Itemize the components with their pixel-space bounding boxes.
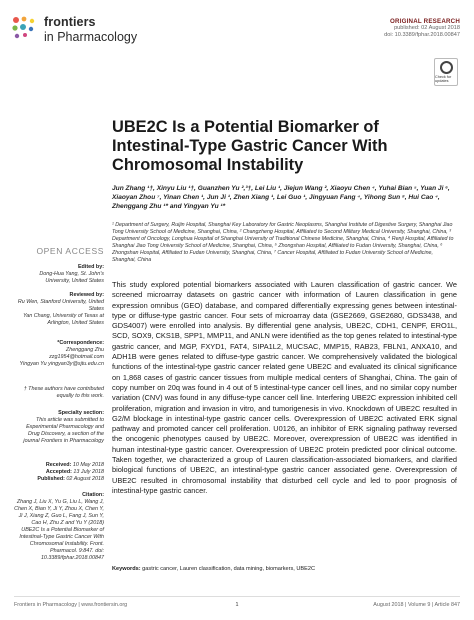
citation-block xyxy=(14,492,104,562)
published-date-side: 02 August 2018 xyxy=(66,476,104,482)
edited-by-block xyxy=(14,264,104,285)
accepted-label: Accepted: xyxy=(45,469,72,475)
logo-journal-name: in Pharmacology xyxy=(44,30,138,44)
affiliations: ¹ Department of Surgery, Ruijin Hospital, Shanghai Key Laboratory for Gastric Neoplasms, Shanghai Institute of Digestive Surgery, Shanghai Jiao Tong University School of Medicine, Shanghai, China, ² Changzheng Hospital, Affiliated to Second Military Medical University, Shanghai, China, ³ Department of Oncology, Longhua Hospital of Shanghai University of Traditional Chinese Medicine, Shanghai, China, ⁴ Renji Hospital, Affiliated to Shanghai Jiao Tong University School of Medicine, Shanghai, China, ⁵ Zhongshan Hospital, Affiliated to Fudan University, Shanghai, China, ⁶ Zhongshan Hospital, Affiliated to Fudan University, Shanghai, China, ⁷ Cancer Hospital, Affiliated to Fudan University School of Medicine, Shanghai, China xyxy=(112,222,454,263)
open-access-label: OPEN ACCESS xyxy=(36,246,104,256)
citation-text: Zhang J, Liu X, Yu G, Liu L, Wang J, Chen X, Bian Y, Ji Y, Zhou X, Chen Y, Ji J, Xiang Z, Guo L, Fang J, Sun Y, Cao H, Zhu Z and Yu Y (2018) UBE2C Is a Potential Biomarker of Intestinal-Type Gastric Cancer With Chromosomal Instability. Front. Pharmacol. 9:847. doi: 10.3389/fphar.2018.00847 xyxy=(14,499,104,561)
edited-by-heading: Edited by: xyxy=(77,264,104,270)
keywords-label: Keywords: xyxy=(112,566,141,572)
dates-block xyxy=(14,462,104,483)
equal-contribution-note: † These authors have contributed equally to this work. xyxy=(23,386,104,399)
specialty-block xyxy=(14,410,104,445)
reviewed-by-heading: Reviewed by: xyxy=(69,292,104,298)
keywords-values: gastric cancer, Lauren classification, data mining, biomarkers, UBE2C xyxy=(142,566,316,572)
footer-journal[interactable]: Frontiers in Pharmacology | www.frontiersin.org xyxy=(14,602,128,608)
updates-label: Check for updates xyxy=(435,75,452,83)
doi-link[interactable]: doi: 10.3389/fphar.2018.00847 xyxy=(384,32,460,38)
correspondence-heading: *Correspondence: xyxy=(57,340,104,346)
specialty-text: This article was submitted to Experimental Pharmacology and Drug Discovery, a section of the journal Frontiers in Pharmacology xyxy=(23,417,104,444)
editor: Dong-Hua Yang, St. John's University, United States xyxy=(39,271,104,284)
frontiers-logo-icon xyxy=(10,14,40,42)
received-label: Received: xyxy=(45,462,72,468)
specialty-heading: Specialty section: xyxy=(58,410,104,416)
correspondence-block xyxy=(14,340,104,368)
published-date: published: 02 August 2018 xyxy=(394,25,460,31)
logo-wordmark: frontiers xyxy=(44,15,96,29)
article-meta xyxy=(260,18,460,39)
check-for-updates-button[interactable] xyxy=(434,58,458,86)
footer-divider xyxy=(14,596,460,597)
citation-heading: Citation: xyxy=(82,492,104,498)
correspondence-1[interactable]: Zhenggang Zhu zzg1954@hotmail.com xyxy=(49,347,104,360)
author-list: Jun Zhang ¹†, Xinyu Liu ¹†, Guanzhen Yu ²,³†, Lei Liu ¹, Jiejun Wang ², Xiaoyu Chen ⁴, Yuhai Bian ⁵, Yuan Ji ⁶, Xiaoyan Zhou ⁷, Yinan Chen ¹, Jun Ji ¹, Zhen Xiang ¹, Lei Guo ¹, Jingyuan Fang ⁴, Yihong Sun ⁸, Hui Cao ⁴, Zhenggang Zhu ¹* and Yingyan Yu ¹* xyxy=(112,185,450,210)
abstract-text: This study explored potential biomarkers associated with Lauren classification of gastric cancer. We screened microarray datasets on gastric cancer with information of Lauren classification in gene expression omnibus (GEO) database, and compared differentially expressing genes between intestinal-type or diffuse-type gastric cancer. Four sets of microarray data (GSE2669, GSE2680, GDS3438, and GDS4007) were enrolled into analysis. By differential gene analysis, UBE2C, CDH1, CENPF, ERO1L, SCD, SOX9, CKS1B, SPP1, MMP11, and ANLN were identified as the top genes related to intestinal-type gastric cancer, and MGP, FXYD1, FAT4, SIPA1L2, MUCSAC, MMP15, RAB23, FBLN1, ANXA10, and ADH1B were genes related to diffuse-type gastric cancer. We comprehensively validated the biological functions of the intestinal-type gastric cancer related gene UBE2C and evaluated its clinical significance on 1,868 cases of gastric cancer tissues from multiple medical centers of Shanghai, China. The gain of copy number on 20q was found in 4 out of 5 intestinal-type cancer cell lines, and no similar copy number variation (CNV) was found in any diffuse-type cancer cell line. Interfering UBE2C expression inhibited cell proliferation, migration and invasion in vitro, and tumorigenesis in vivo. Knockdown of UBE2C resulted in G2/M blockage in intestinal-type gastric cancer cells. Overexpression of UBE2C activated ERK signal pathway and promoted cancer cell proliferation. U0126, an inhibitor of ERK signaling pathway reversed the oncogenic phenotypes caused by UBE2C. Moreover, overexpression of UBE2C was identified in human intestinal-type gastric cancer. Overexpression of UBE2C protein predicted poor clinical outcome. Taken together, we characterized a group of Lauren classification-associated biomarkers, and clarified biological functions of UBE2C, an intestinal-type gastric cancer associated gene. Overexpression of UBE2C resulted in chromosomal instability that disturbed cell cycle and led to poor prognosis of intestinal-type gastric cancer. xyxy=(112,280,457,495)
article-title: UBE2C Is a Potential Biomarker of Intestinal-Type Gastric Cancer With Chromosomal Instability xyxy=(112,118,388,174)
page-number: 1 xyxy=(235,602,239,608)
reviewer-1: Ru Wen, Stanford University, United States xyxy=(17,299,104,312)
update-icon xyxy=(440,61,453,74)
received-date: 10 May 2018 xyxy=(72,462,104,468)
accepted-date: 13 July 2018 xyxy=(73,469,104,475)
footer-volume: August 2018 | Volume 9 | Article 847 xyxy=(373,602,460,608)
correspondence-2[interactable]: Yingyan Yu yingyan3y@sjtu.edu.cn xyxy=(19,361,104,367)
reviewed-by-block xyxy=(14,292,104,327)
reviewer-2: Yan Chang, University of Texas at Arlington, United States xyxy=(23,313,104,326)
published-label: Published: xyxy=(37,476,65,482)
article-type: ORIGINAL RESEARCH xyxy=(390,18,460,25)
keywords-line xyxy=(112,566,457,572)
